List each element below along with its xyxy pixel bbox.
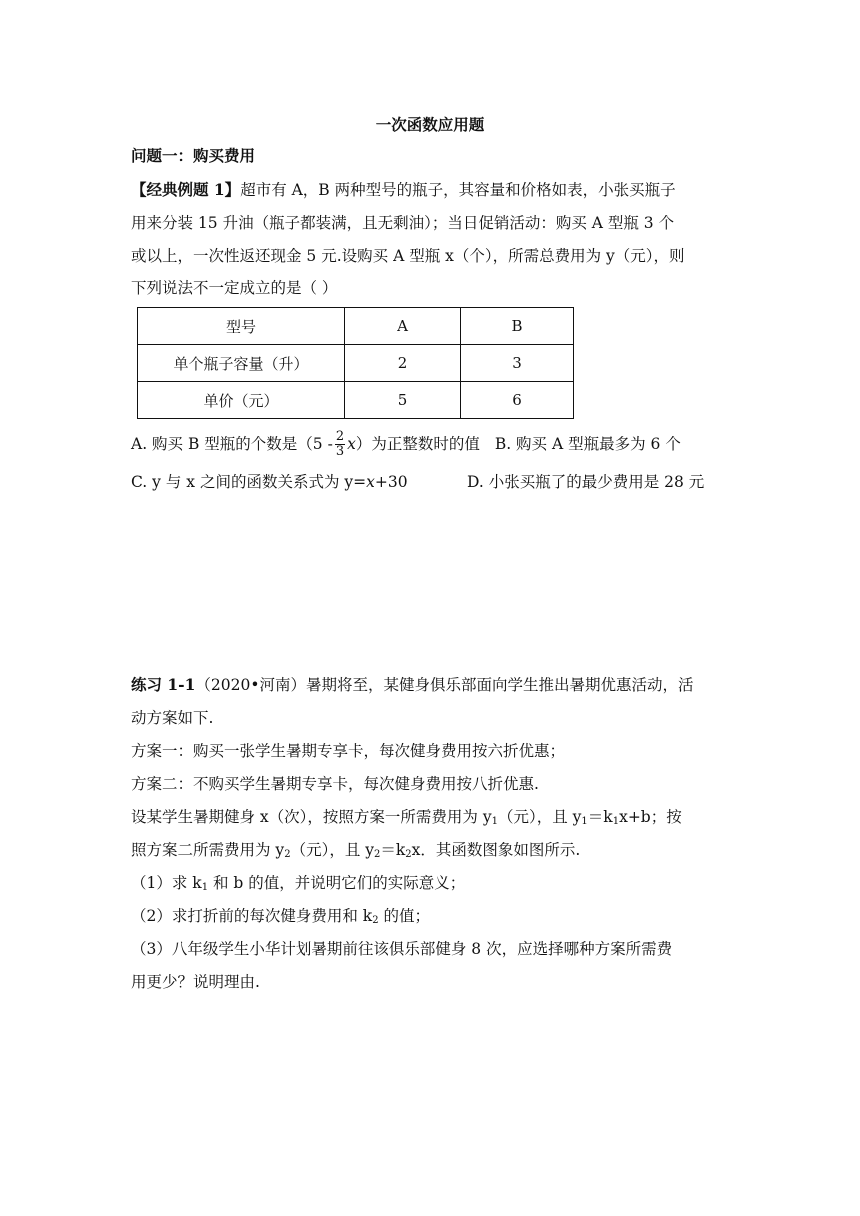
- example-line-3: 或以上，一次性返还现金 5 元.设购买 A 型瓶 x（个），所需总费用为 y（元），则: [131, 247, 685, 265]
- question-2: （2）求打折前的每次健身费用和 $k_2$ 的值；: [131, 907, 430, 926]
- bottle-spec-table: [137, 307, 574, 419]
- table-cell: 3: [461, 345, 574, 382]
- example-label: 【经典例题 1】: [131, 180, 241, 199]
- option-b: B. 购买 A 型瓶最多为 6 个: [494, 434, 681, 453]
- example-line-1: 【经典例题 1】超市有 A，B 两种型号的瓶子，其容量和价格如表，小张买瓶子: [131, 180, 676, 199]
- exercise-line-2: 动方案如下.: [131, 709, 214, 727]
- table-cell: 6: [461, 382, 574, 419]
- question-3-line-2: 用更少？说明理由.: [131, 973, 260, 991]
- option-c: C. y 与 x 之间的函数关系式为 y=x+30: [131, 473, 408, 491]
- exercise-line-5: 设某学生暑期健身 x（次），按照方案一所需费用为 $y_1$（元），且 $y_1=k_1x+b$；按: [131, 808, 682, 827]
- doc-title: 一次函数应用题: [375, 115, 485, 134]
- option-d: D. 小张买瓶了的最少费用是 28 元: [467, 473, 705, 491]
- plan-one: 方案一：购买一张学生暑期专享卡，每次健身费用按六折优惠；: [131, 742, 566, 760]
- table-header-row: [138, 308, 574, 345]
- option-a: A. 购买 B 型瓶的个数是（5 - $\frac{2}{3}$ x）为正整数时的值: [131, 429, 480, 459]
- table-header-cell: A: [345, 308, 461, 345]
- plan-two: 方案二：不购买学生暑期专享卡，每次健身费用按八折优惠.: [131, 775, 539, 793]
- table-cell: 单个瓶子容量（升）: [138, 345, 345, 382]
- section-heading: 问题一：购买费用: [131, 146, 256, 165]
- table-header-cell: B: [461, 308, 574, 345]
- fraction: $\frac{2}{3}$: [335, 429, 345, 459]
- table-cell: 单价（元）: [138, 382, 345, 419]
- exercise-line-1: 练习 1-1（2020•河南）暑期将至，某健身俱乐部面向学生推出暑期优惠活动，活: [131, 675, 694, 694]
- example-line-4: 下列说法不一定成立的是（ ）: [131, 279, 338, 297]
- table-cell: 2: [345, 345, 461, 382]
- option-a-b-line: [131, 430, 731, 459]
- question-1: （1）求 $k_1$ 和 b 的值，并说明它们的实际意义；: [131, 874, 466, 893]
- table-header-cell: 型号: [138, 308, 345, 345]
- example-line-2: 用来分装 15 升油（瓶子都装满，且无剩油）；当日促销活动：购买 A 型瓶 3 个: [131, 214, 675, 232]
- question-3-line-1: （3）八年级学生小华计划暑期前往该俱乐部健身 8 次，应选择哪种方案所需费: [131, 940, 673, 958]
- table-cell: 5: [345, 382, 461, 419]
- exercise-line-6: 照方案二所需费用为 $y_2$（元），且 $y_2=k_2x$．其函数图象如图所示.: [131, 841, 581, 860]
- table-row: [138, 382, 574, 419]
- option-c-d-line: [131, 471, 731, 493]
- exercise-label: 练习 1-1: [131, 675, 196, 694]
- table-row: [138, 345, 574, 382]
